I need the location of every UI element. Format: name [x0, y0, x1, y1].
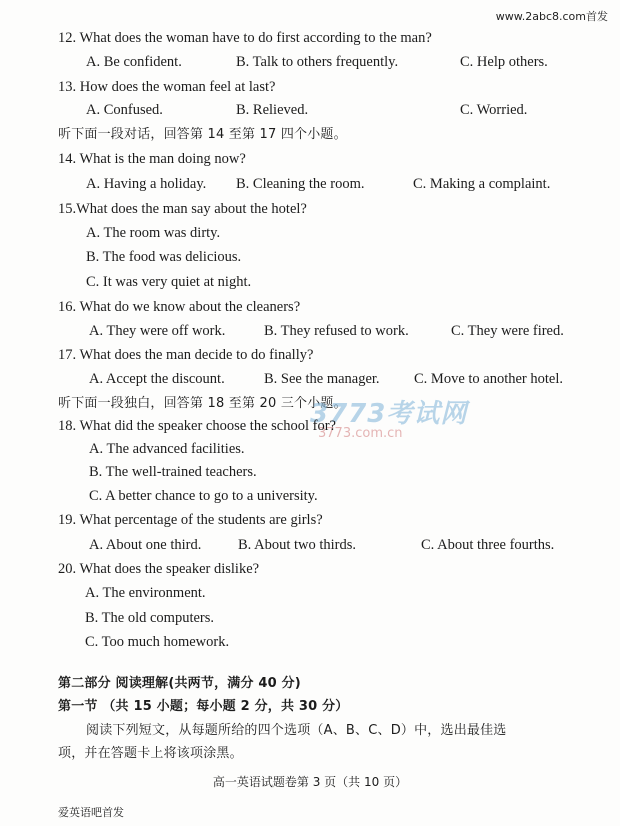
question-19: 19. What percentage of the students are girls? [58, 512, 323, 528]
question-18: 18. What did the speaker choose the school for? [58, 418, 336, 434]
part2-title: 第二部分 阅读理解(共两节，满分 40 分) [58, 676, 301, 691]
question-20: 20. What does the speaker dislike? [58, 561, 260, 577]
q13-option-b: B. Relieved. [236, 102, 309, 118]
question-15: 15.What does the man say about the hotel? [58, 201, 307, 217]
q20-option-b: B. The old computers. [85, 610, 215, 626]
question-14: 14. What is the man doing now? [58, 151, 246, 167]
q16-option-b: B. They refused to work. [264, 323, 409, 339]
watermark-url: 3773.com.cn [318, 426, 403, 441]
question-12: 12. What does the woman have to do first according to the man? [58, 30, 432, 46]
q12-option-b: B. Talk to others frequently. [236, 54, 399, 70]
question-17: 17. What does the man decide to do finally? [58, 347, 314, 363]
q19-option-c: C. About three fourths. [421, 537, 555, 553]
q19-option-a: A. About one third. [89, 537, 202, 553]
q16-option-c: C. They were fired. [451, 323, 564, 339]
q19-option-b: B. About two thirds. [238, 537, 357, 553]
q18-option-a: A. The advanced facilities. [89, 441, 245, 457]
corner-note: 爱英语吧首发 [58, 806, 124, 819]
q15-option-c: C. It was very quiet at night. [86, 274, 252, 290]
question-16: 16. What do we know about the cleaners? [58, 299, 301, 315]
q15-option-b: B. The food was delicious. [86, 249, 242, 265]
instruction-dialogue: 听下面一段对话，回答第 14 至第 17 四个小题。 [58, 127, 347, 142]
q12-option-c: C. Help others. [460, 54, 548, 70]
question-13: 13. How does the woman feel at last? [58, 79, 276, 95]
watermark-logo: 3773考试网 [310, 399, 468, 429]
q18-option-b: B. The well-trained teachers. [89, 464, 257, 480]
q20-option-a: A. The environment. [85, 585, 206, 601]
q13-option-c: C. Worried. [460, 102, 528, 118]
part2-direction-line2: 项，并在答题卡上将该项涂黑。 [58, 746, 243, 761]
q15-option-a: A. The room was dirty. [86, 225, 221, 241]
q20-option-c: C. Too much homework. [85, 634, 230, 650]
q17-option-a: A. Accept the discount. [89, 371, 225, 387]
q14-option-a: A. Having a holiday. [86, 176, 207, 192]
q17-option-c: C. Move to another hotel. [414, 371, 564, 387]
q14-option-c: C. Making a complaint. [413, 176, 551, 192]
q14-option-b: B. Cleaning the room. [236, 176, 365, 192]
q12-option-a: A. Be confident. [86, 54, 182, 70]
part2-direction-line1: 阅读下列短文，从每题所给的四个选项（A、B、C、D）中，选出最佳选 [86, 723, 507, 738]
page-footer: 高一英语试题卷第 3 页（共 10 页） [212, 775, 408, 789]
q18-option-c: C. A better chance to go to a university. [89, 488, 318, 504]
instruction-monologue: 听下面一段独白，回答第 18 至第 20 三个小题。 [58, 396, 347, 411]
part2-section: 第一节 （共 15 小题；每小题 2 分，共 30 分） [58, 699, 349, 714]
site-url: www.2abc8.com首发 [495, 10, 608, 23]
q13-option-a: A. Confused. [86, 102, 163, 118]
q16-option-a: A. They were off work. [89, 323, 226, 339]
q17-option-b: B. See the manager. [264, 371, 380, 387]
